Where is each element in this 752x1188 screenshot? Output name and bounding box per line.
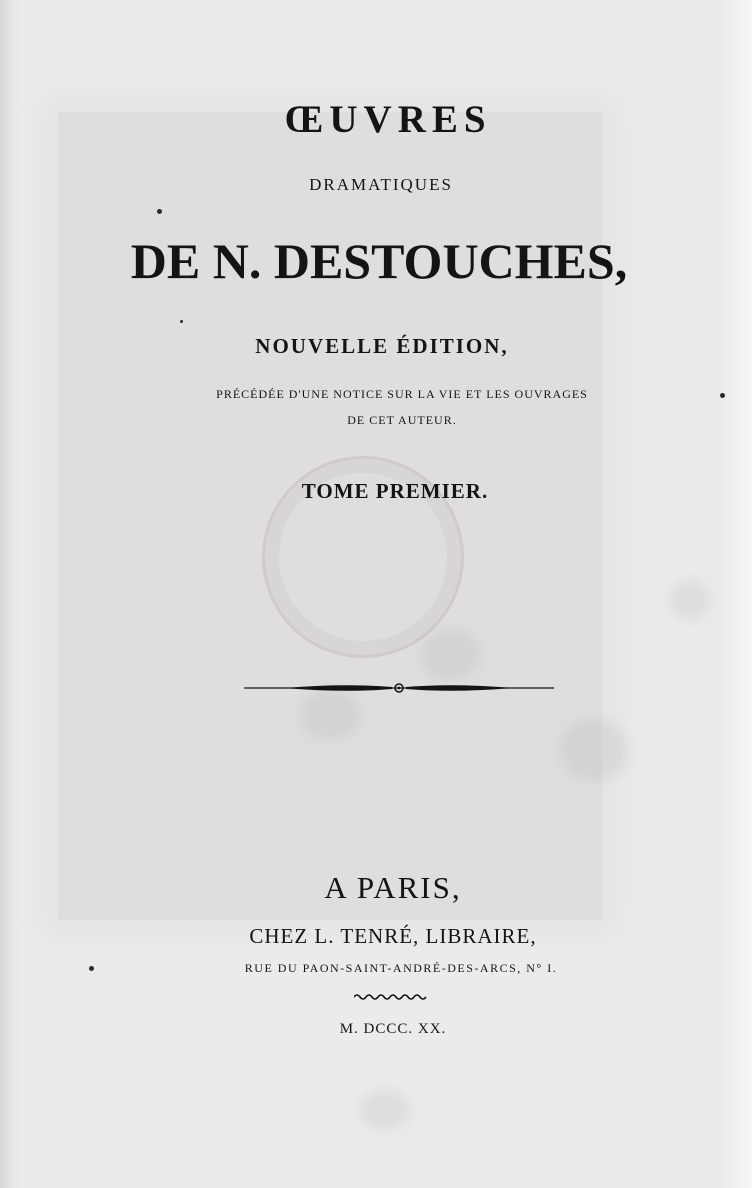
title-line-oeuvres: ŒUVRES bbox=[284, 98, 492, 141]
volume-line: TOME PREMIER. bbox=[301, 479, 489, 503]
foxing-stain bbox=[420, 630, 480, 680]
imprint-date: M. DCCC. XX. bbox=[339, 1021, 447, 1037]
foxing-stain bbox=[300, 690, 360, 740]
imprint-address: RUE DU PAON-SAINT-ANDRÉ-DES-ARCS, N° I. bbox=[244, 961, 558, 975]
foxing-stain bbox=[360, 1090, 410, 1130]
wavy-rule-icon bbox=[354, 993, 428, 1001]
foxing-stain bbox=[670, 580, 710, 620]
edition-line: NOUVELLE ÉDITION, bbox=[255, 334, 509, 358]
imprint-city: A PARIS, bbox=[324, 870, 462, 905]
ink-speck bbox=[157, 209, 162, 214]
ink-speck bbox=[180, 320, 183, 323]
ornamental-rule-icon bbox=[244, 680, 554, 696]
notice-line-2: DE CET AUTEUR. bbox=[347, 413, 457, 427]
imprint-publisher: CHEZ L. TENRÉ, LIBRAIRE, bbox=[249, 924, 537, 948]
foxing-stain bbox=[560, 720, 630, 780]
title-line-author: DE N. DESTOUCHES, bbox=[130, 233, 628, 289]
title-line-dramatiques: DRAMATIQUES bbox=[309, 175, 453, 194]
notice-line-1: PRÉCÉDÉE D'UNE NOTICE SUR LA VIE ET LES OUVRAGES bbox=[216, 387, 588, 401]
